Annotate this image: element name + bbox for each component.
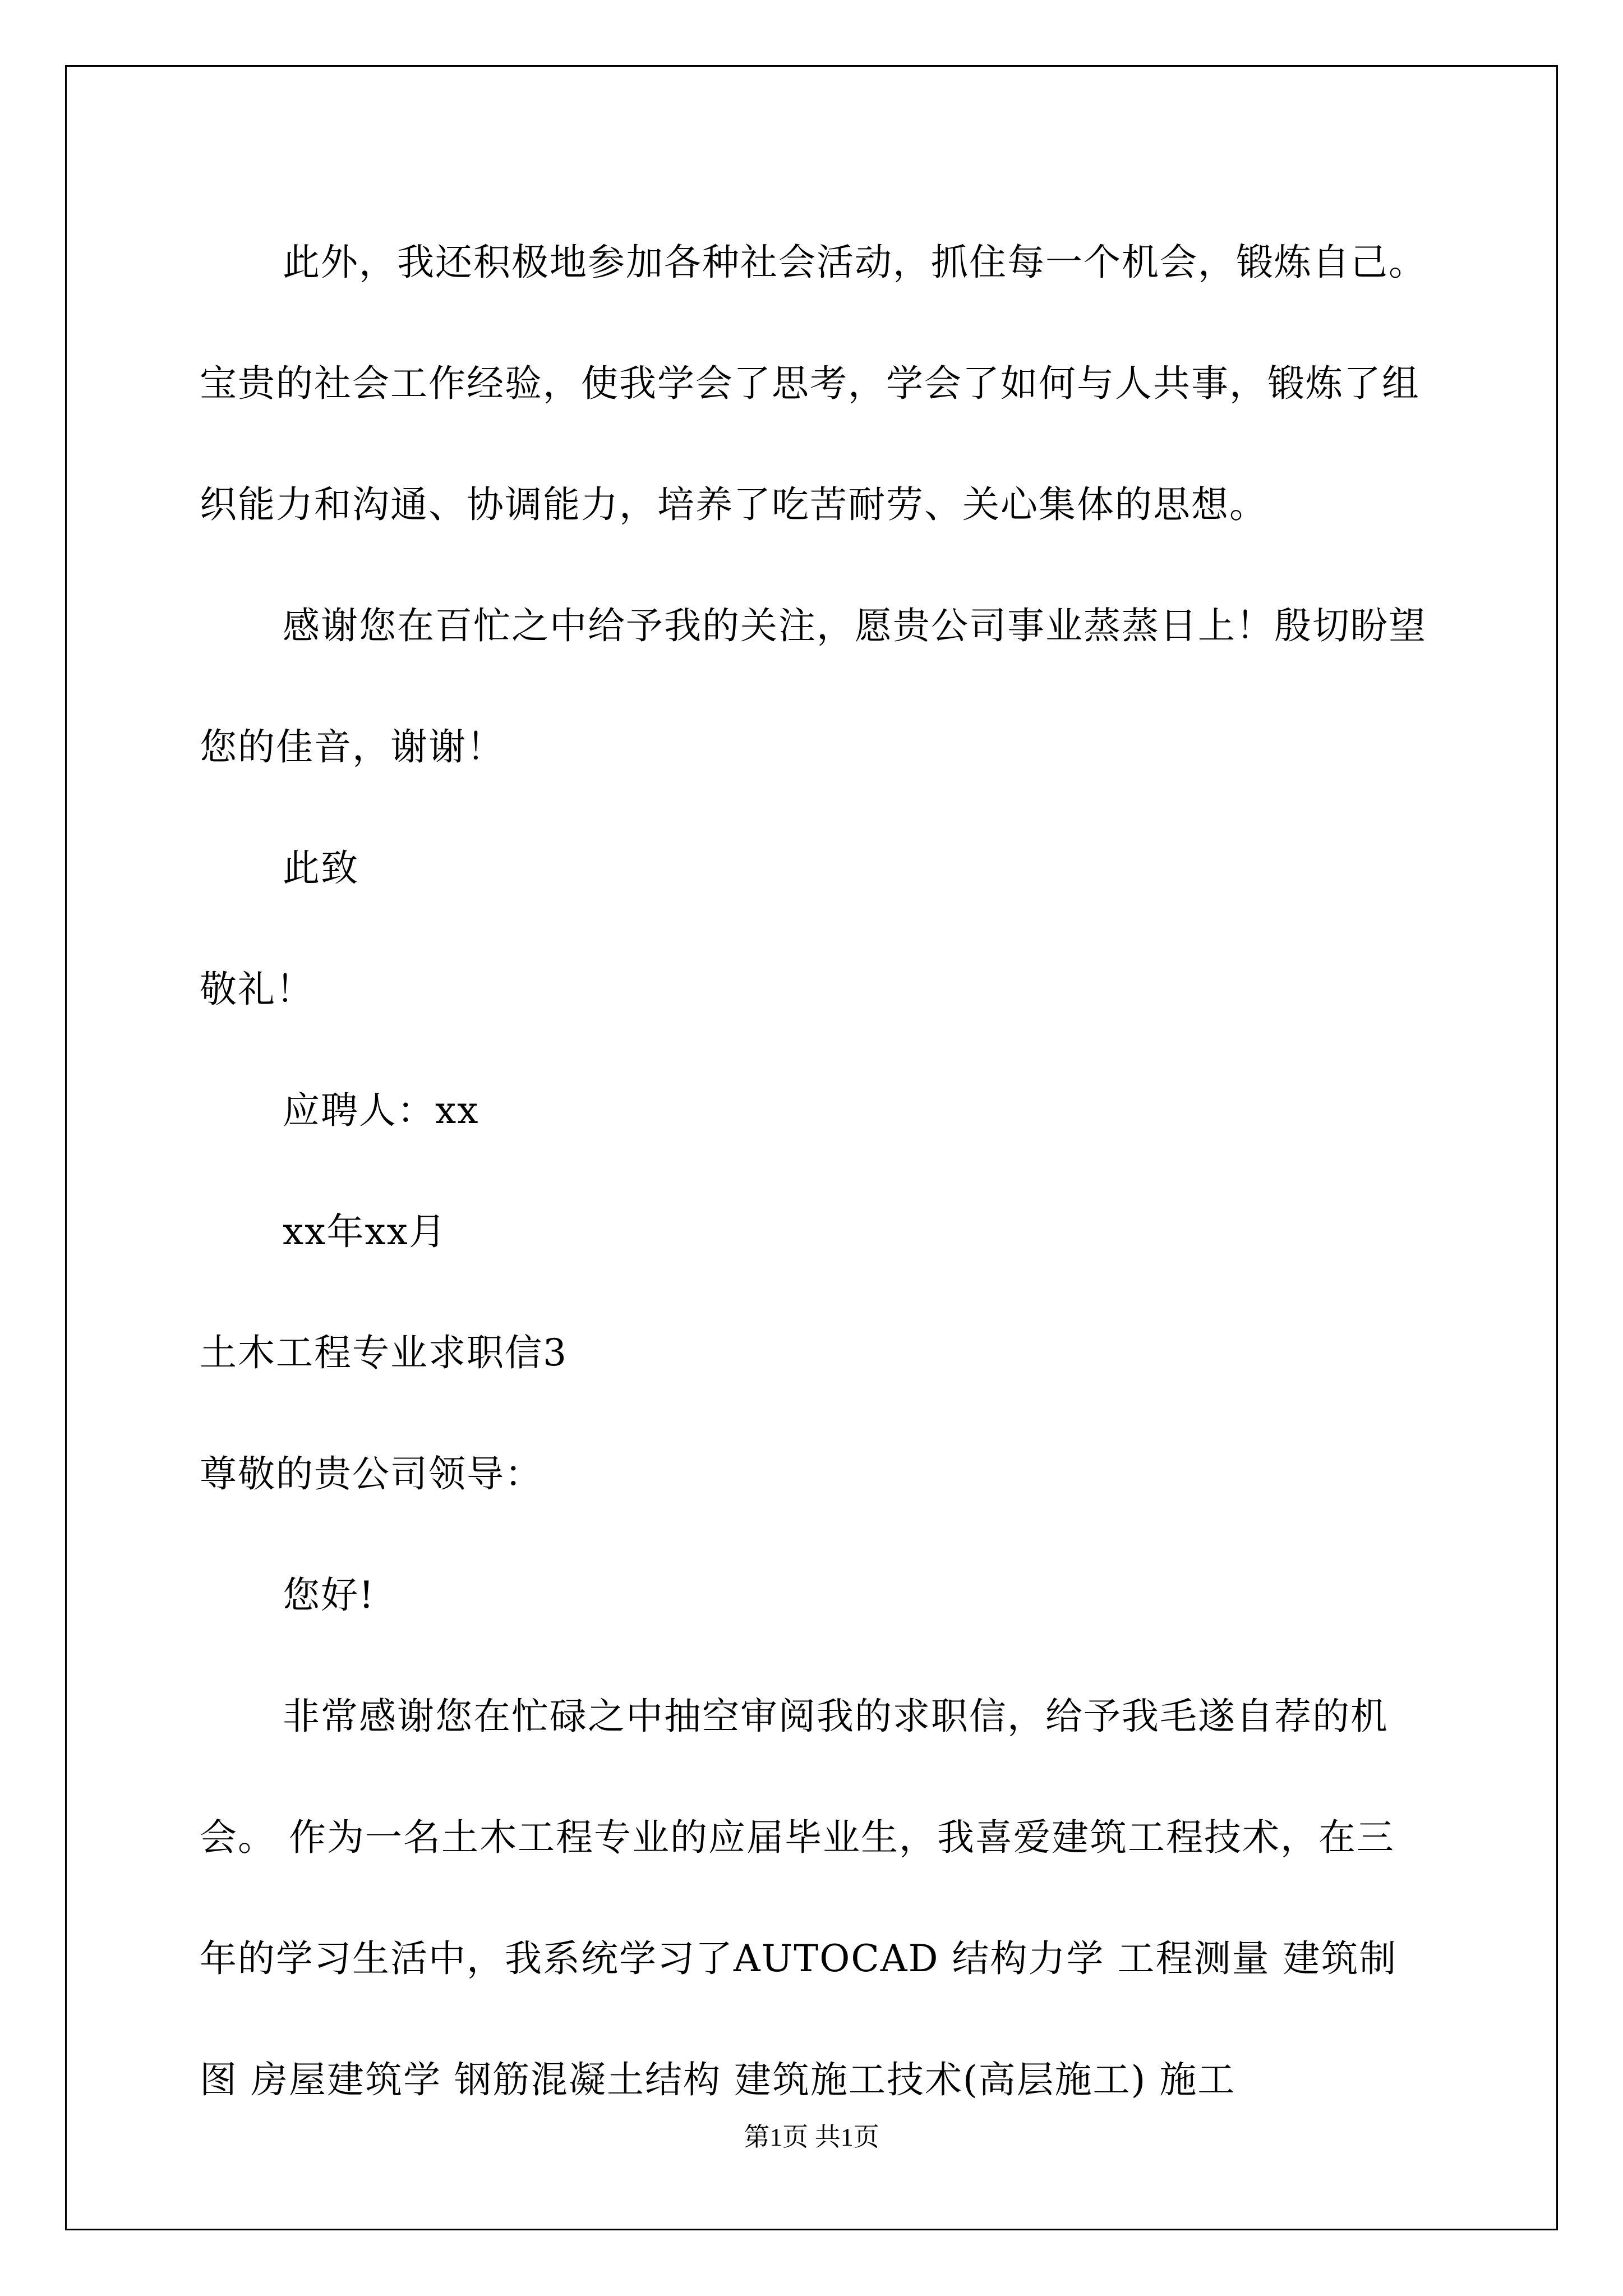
letter-date: xx年xx月 — [283, 1210, 447, 1253]
paragraph-introduction: 非常感谢您在忙碌之中抽空审阅我的求职信，给予我毛遂自荐的机会。 作为一名土木工程专业的应届毕业生，我喜爱建筑工程技术，在三年的学习生活中，我系统学习了AUTOCAD 结构力学 工程测量 建筑制图 房屋建筑学 钢筋混凝土结构 建筑施工技术(高层施工) 施工 — [200, 1695, 1398, 2101]
greeting-recipient: 尊敬的贵公司领导： — [200, 1452, 543, 1496]
applicant-name: 应聘人：xx — [283, 1089, 479, 1132]
document-body — [200, 202, 1428, 2141]
paragraph-thanks: 感谢您在百忙之中给予我的关注，愿贵公司事业蒸蒸日上！殷切盼望您的佳音，谢谢！ — [200, 604, 1427, 769]
closing-salutation: 此致 — [283, 846, 359, 890]
closing-regards: 敬礼！ — [200, 968, 314, 1011]
page-footer: 第1页 共1页 — [744, 2123, 879, 2151]
greeting-hello: 您好! — [283, 1573, 375, 1617]
section-title: 土木工程专业求职信3 — [200, 1331, 568, 1374]
paragraph-social-activities: 此外，我还积极地参加各种社会活动，抓住每一个机会，锻炼自己。宝贵的社会工作经验，使我学会了思考，学会了如何与人共事，锻炼了组织能力和沟通、协调能力，培养了吃苦耐劳、关心集体的思想。 — [200, 241, 1427, 526]
